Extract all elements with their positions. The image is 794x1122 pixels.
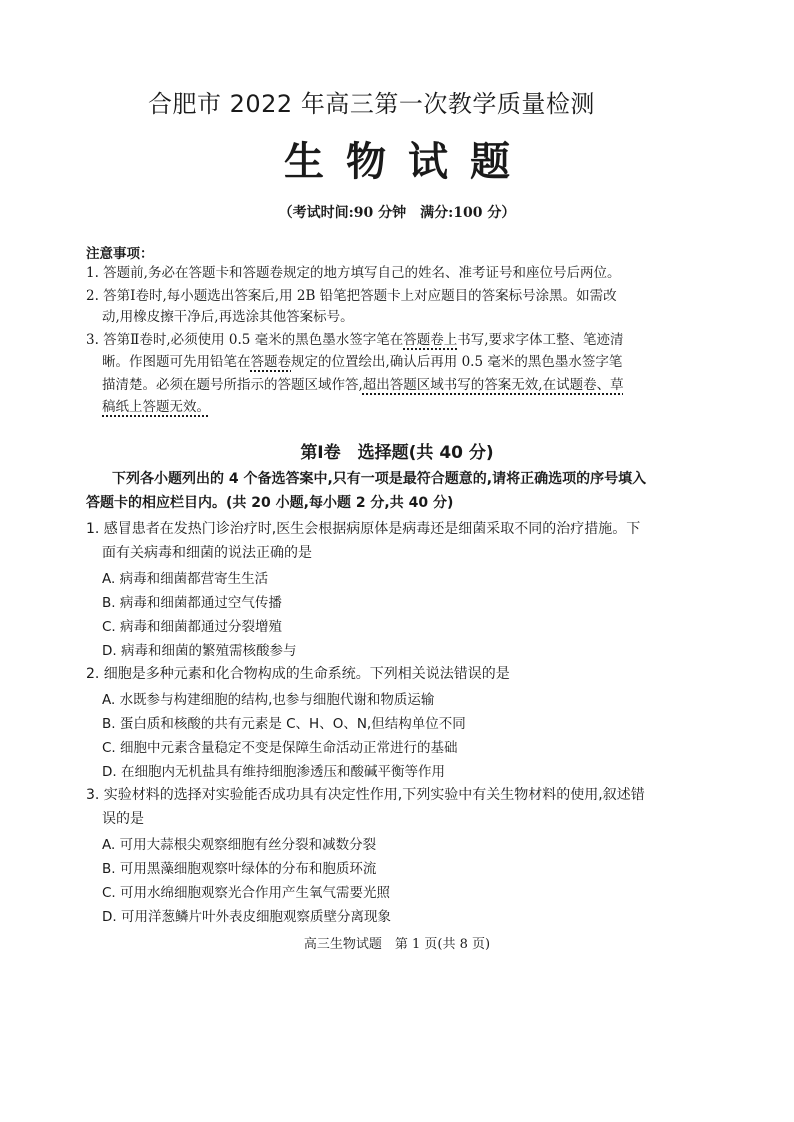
question-1-stem-line-1: 1. 感冒患者在发热门诊治疗时,医生会根据病原体是病毒还是细菌采取不同的治疗措施。下 <box>86 521 641 537</box>
question-2-option-b: B. 蛋白质和核酸的共有元素是 C、H、O、N,但结构单位不同 <box>102 716 466 732</box>
note-text: 规定的位置绘出,确认后再用 0.5 毫米的黑色墨水签字笔 <box>291 354 623 370</box>
emphasis-dotted: 答题卷上 <box>403 332 458 348</box>
emphasis-dotted: 答题卷 <box>250 354 291 370</box>
page-footer: 高三生物试题 第 1 页(共 8 页) <box>303 937 491 952</box>
note-item-2-line-1: 2. 答第Ⅰ卷时,每小题选出答案后,用 2B 铅笔把答题卡上对应题目的答案标号涂黑。如需改 <box>86 288 617 304</box>
question-2-option-a: A. 水既参与构建细胞的结构,也参与细胞代谢和物质运输 <box>102 692 435 708</box>
exam-title: 合肥市 2022 年高三第一次教学质量检测 <box>148 90 595 118</box>
notes-heading: 注意事项： <box>86 246 154 262</box>
note-text: 晰。作图题可先用铅笔在 <box>102 354 251 370</box>
question-3-option-b: B. 可用黑藻细胞观察叶绿体的分布和胞质环流 <box>102 861 377 877</box>
question-2-option-d: D. 在细胞内无机盐具有维持细胞渗透压和酸碱平衡等作用 <box>102 764 445 780</box>
question-1-option-a: A. 病毒和细菌都营寄生生活 <box>102 571 269 587</box>
note-text: 描清楚。必须在题号所指示的答题区域作答, <box>102 377 363 393</box>
question-3-stem-line-1: 3. 实验材料的选择对实验能否成功具有决定性作用,下列实验中有关生物材料的使用,叙述错 <box>86 787 645 803</box>
exam-info: （考试时间:90 分钟 满分:100 分） <box>278 205 516 221</box>
emphasis-dotted: 超出答题区域书写的答案无效,在试题卷、草 <box>362 377 624 393</box>
question-2-option-c: C. 细胞中元素含量稳定不变是保障生命活动正常进行的基础 <box>102 740 458 756</box>
note-item-3-line-4: 稿纸上答题无效。 <box>102 399 210 415</box>
note-item-3-line-3 <box>102 374 624 396</box>
note-item-2-line-2: 动,用橡皮擦干净后,再选涂其他答案标号。 <box>102 309 354 325</box>
question-2-stem-line-1: 2. 细胞是多种元素和化合物构成的生命系统。下列相关说法错误的是 <box>86 666 510 682</box>
question-1-stem-line-2: 面有关病毒和细菌的说法正确的是 <box>102 545 312 561</box>
question-1-option-c: C. 病毒和细菌都通过分裂增殖 <box>102 619 283 635</box>
question-1-option-d: D. 病毒和细菌的繁殖需核酸参与 <box>102 643 297 659</box>
question-3-option-d: D. 可用洋葱鳞片叶外表皮细胞观察质壁分离现象 <box>102 909 391 925</box>
note-text: 书写,要求字体工整、笔迹清 <box>457 332 624 348</box>
question-3-stem-line-2: 误的是 <box>102 811 144 827</box>
question-3-option-c: C. 可用水绵细胞观察光合作用产生氧气需要光照 <box>102 885 391 901</box>
note-item-3-line-1 <box>86 329 624 351</box>
subject-title: 生物试题 <box>284 138 532 185</box>
question-3-option-a: A. 可用大蒜根尖观察细胞有丝分裂和减数分裂 <box>102 837 377 853</box>
section-1-instruction-line-2: 答题卡的相应栏目内。(共 20 小题,每小题 2 分,共 40 分) <box>86 495 454 511</box>
question-1-option-b: B. 病毒和细菌都通过空气传播 <box>102 595 282 611</box>
note-text: 3. 答第Ⅱ卷时,必须使用 0.5 毫米的黑色墨水签字笔在 <box>86 332 404 348</box>
note-item-1: 1. 答题前,务必在答题卡和答题卷规定的地方填写自己的姓名、准考证号和座位号后两位。 <box>86 265 621 281</box>
note-item-3-line-2 <box>102 351 622 373</box>
section-1-title: 第Ⅰ卷 选择题(共 40 分) <box>300 443 494 463</box>
section-1-instruction-line-1: 下列各小题列出的 4 个备选答案中,只有一项是最符合题意的,请将正确选项的序号填入 <box>112 471 647 487</box>
